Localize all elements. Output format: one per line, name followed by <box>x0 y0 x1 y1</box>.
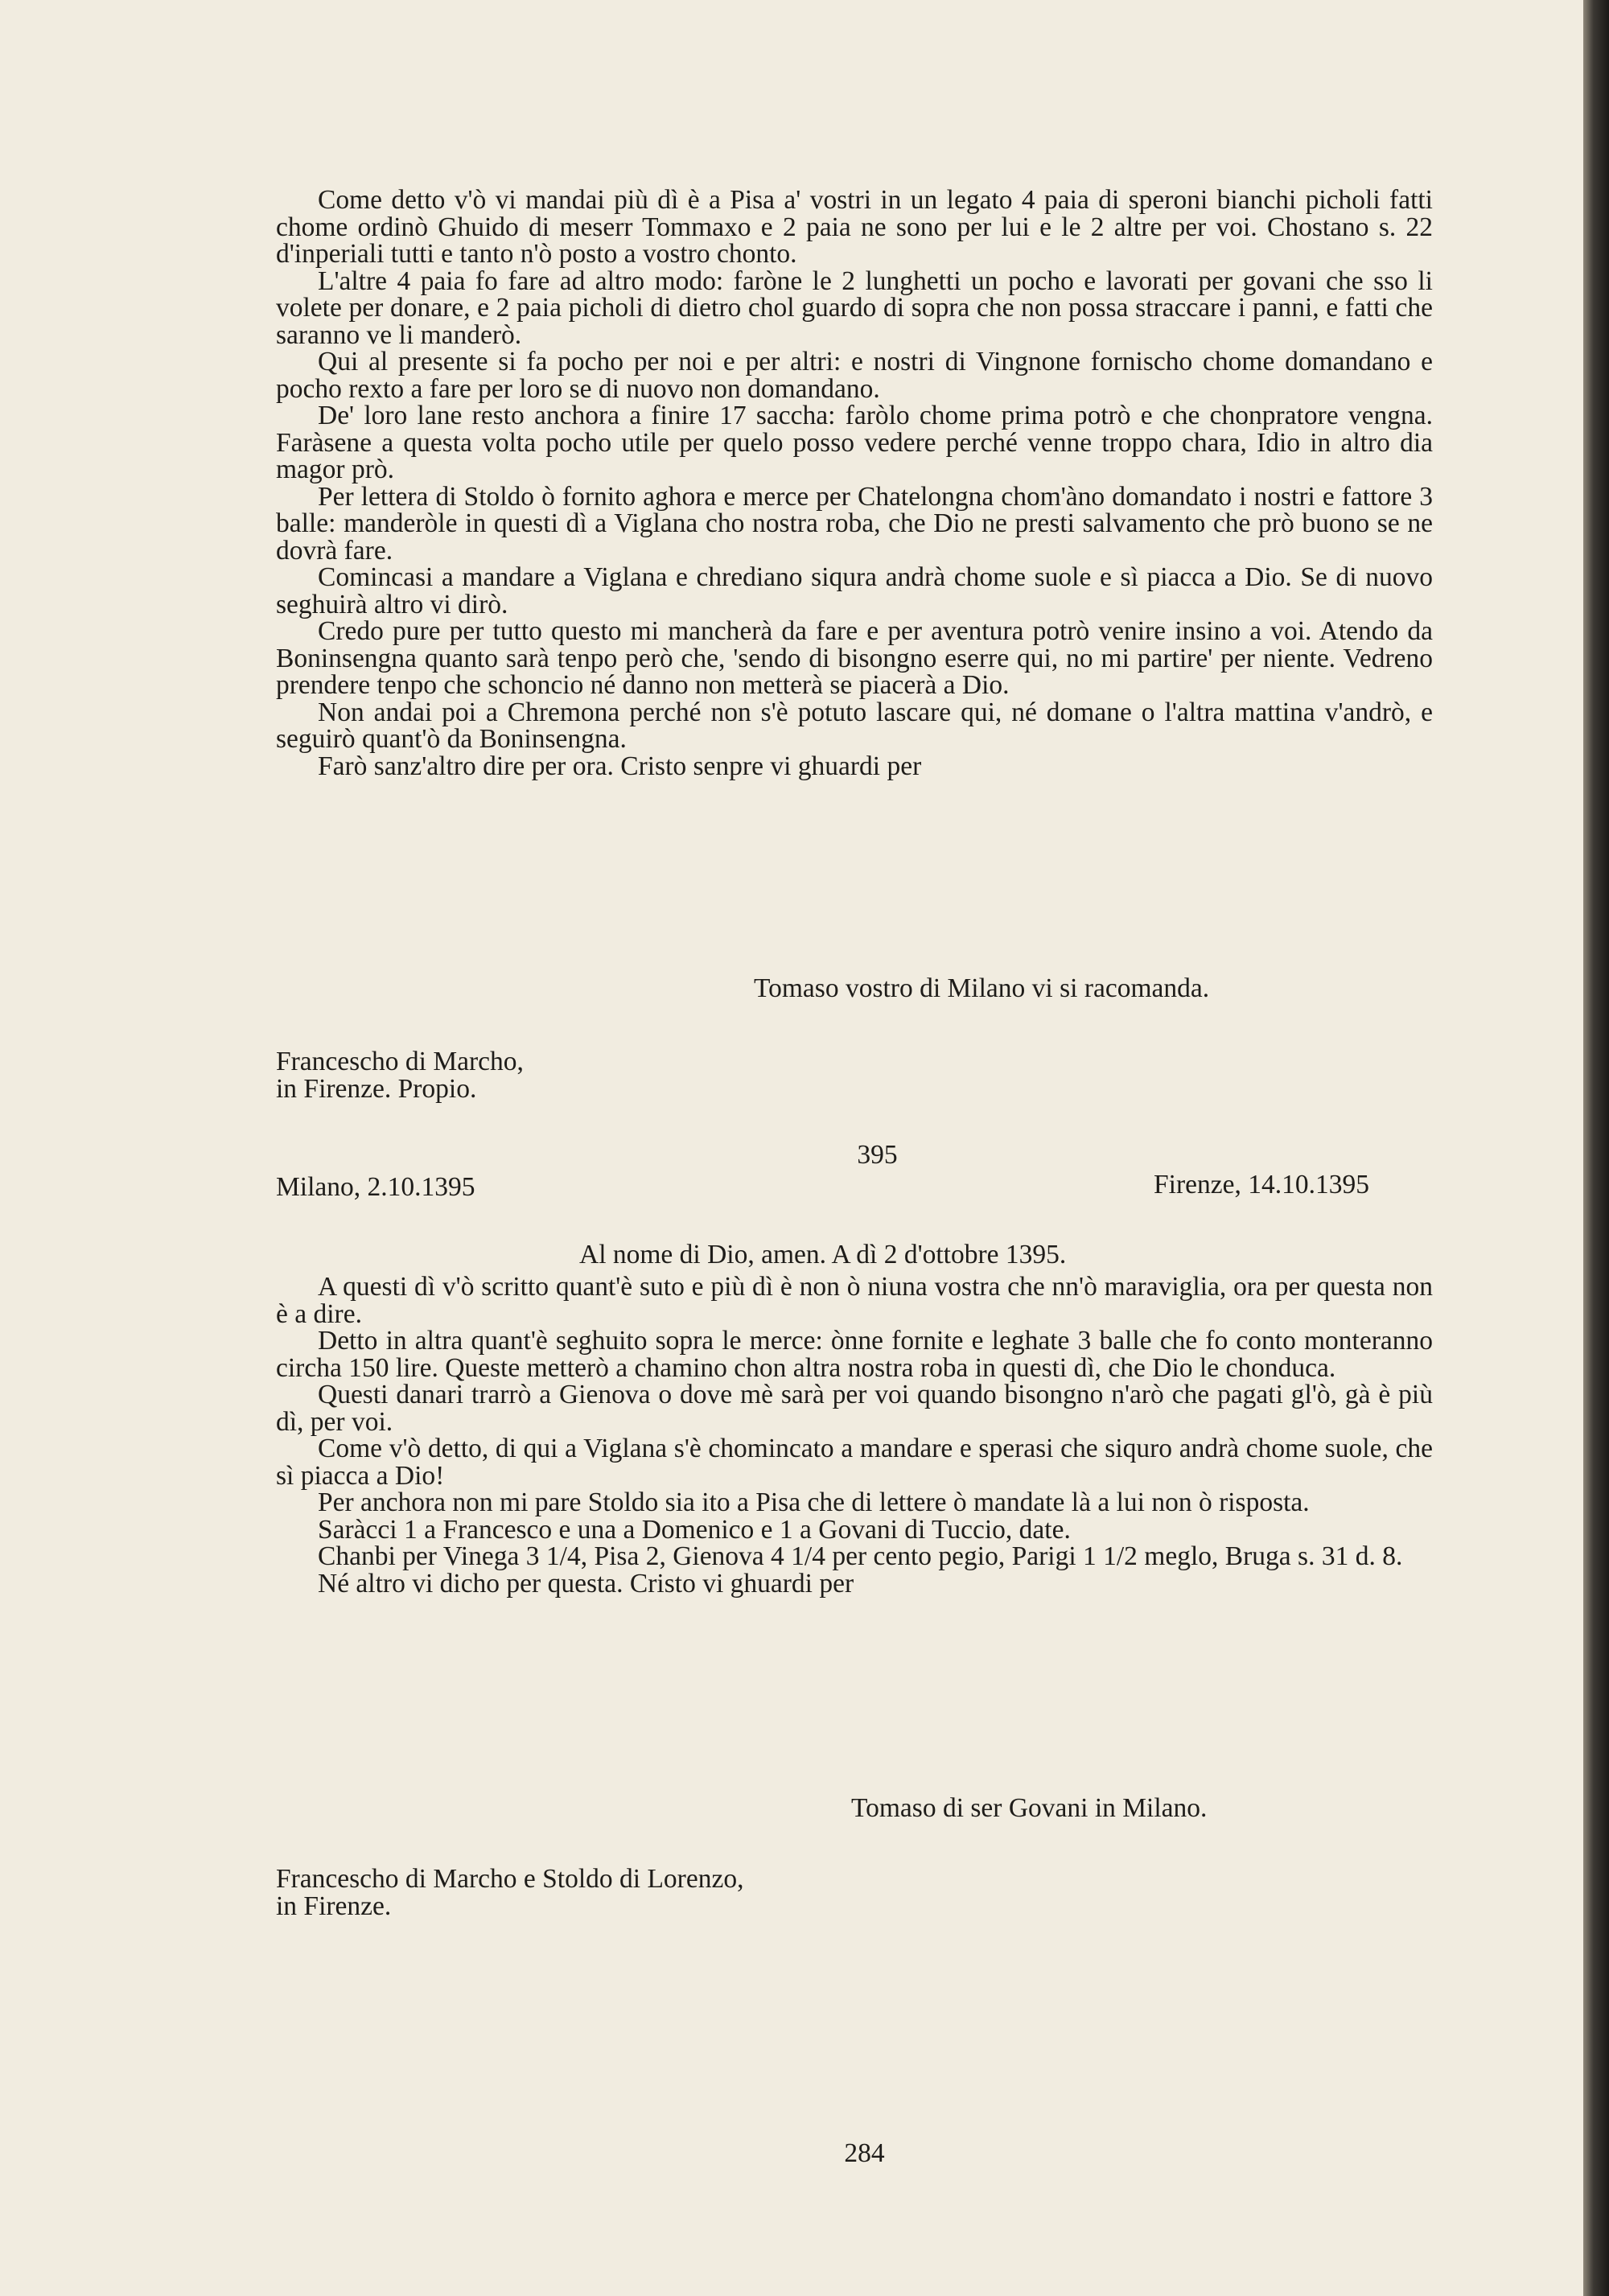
paragraph: A questi dì v'ò scritto quant'è suto e più dì è non ò niuna vostra che nn'ò maraviglia, ora per questa non è a dire. <box>276 1272 1433 1329</box>
paragraph: Chanbi per Vinega 3 1/4, Pisa 2, Gienova 4 1/4 per cento pegio, Parigi 1 1/2 meglo, Bruga s. 31 d. 8. <box>318 1541 1403 1571</box>
letter-number: 395 <box>857 1140 898 1170</box>
paragraph: Farò sanz'altro dire per ora. Cristo senpre vi ghuardi per <box>318 751 922 781</box>
letter-395-body <box>276 1273 1433 1597</box>
letter-395-address <box>276 1866 743 1920</box>
paragraph: Non andai poi a Chremona perché non s'è potuto lascare qui, né domane o l'altra mattina v'andrò, e seguirò quant'ò da Boninsengna. <box>276 697 1433 754</box>
letter-395-signature: Tomaso di ser Govani in Milano. <box>851 1793 1208 1823</box>
paragraph: Per anchora non mi pare Stoldo sia ito a Pisa che di lettere ò mandate là a lui non ò risposta. <box>318 1487 1310 1517</box>
address-line: Francescho di Marcho e Stoldo di Lorenzo, <box>276 1864 744 1894</box>
paragraph: Né altro vi dicho per questa. Cristo vi ghuardi per <box>318 1568 854 1599</box>
letter-394-body <box>276 187 1433 780</box>
date-from: Milano, 2.10.1395 <box>276 1172 475 1202</box>
paragraph: Questi danari trarrò a Gienova o dove mè sarà per voi quando bisongno n'arò che pagati gl'ò, gà è più dì, per voi. <box>276 1380 1433 1437</box>
letter-394-address <box>276 1048 524 1102</box>
paragraph: Come detto v'ò vi mandai più dì è a Pisa a' vostri in un legato 4 paia di speroni bianchi picholi fatti chome ordinò Ghuido di meserr Tommaxo e 2 paia ne sono per lui e le 2 altre per voi. Chostano s. 22 d'inperiali tutti e tanto n'ò posto a vostro chonto. <box>276 185 1433 269</box>
address-line: in Firenze. Propio. <box>276 1073 477 1104</box>
paragraph: L'altre 4 paia fo fare ad altro modo: faròne le 2 lunghetti un pocho e lavorati per govani che sso li volete per donare, e 2 paia picholi di dietro chol guardo di sopra che non possa straccare i panni, e fatti che saranno ve li manderò. <box>276 265 1433 350</box>
letter-heading: Al nome di Dio, amen. A dì 2 d'ottobre 1395. <box>579 1240 1067 1269</box>
page-number: 284 <box>844 2138 885 2168</box>
book-spine-shadow <box>1583 0 1609 2296</box>
date-to: Firenze, 14.10.1395 <box>1154 1170 1369 1199</box>
paragraph: Credo pure per tutto questo mi mancherà da fare e per aventura potrò venire insino a voi. Atendo da Boninsengna quanto sarà tenpo però che, 'sendo di bisongno eserre qui, no mi partire' per niente. Vedreno prendere tenpo che schoncio né danno non metterà se piacerà a Dio. <box>276 616 1433 700</box>
paragraph: Saràcci 1 a Francesco e una a Domenico e 1 a Govani di Tuccio, date. <box>318 1514 1071 1545</box>
address-line: Francescho di Marcho, <box>276 1047 524 1076</box>
paragraph: Detto in altra quant'è seghuito sopra le merce: ònne fornite e leghate 3 balle che fo conto monteranno circha 150 lire. Queste metterò a chamino chon altra nostra roba in questi dì, che Dio le chonduca. <box>276 1326 1433 1383</box>
paragraph: Qui al presente si fa pocho per noi e per altri: e nostri di Vingnone fornischo chome domandano e pocho rexto a fare per loro se di nuovo non domandano. <box>276 347 1433 404</box>
paragraph: Come v'ò detto, di qui a Viglana s'è chomincato a mandare e sperasi che siquro andrà chome suole, che sì piacca a Dio! <box>276 1434 1433 1491</box>
paragraph: Comincasi a mandare a Viglana e chrediano siqura andrà chome suole e sì piacca a Dio. Se di nuovo seghuirà altro vi dirò. <box>276 562 1433 619</box>
paragraph: De' loro lane resto anchora a finire 17 saccha: faròlo chome prima potrò e che chonpratore vengna. Faràsene a questa volta pocho utile per quelo posso vedere perché venne troppo chara, Idio in altro dia magor prò. <box>276 401 1433 484</box>
paragraph: Per lettera di Stoldo ò fornito aghora e merce per Chatelongna chom'àno domandato i nostri e fattore 3 balle: manderòle in questi dì a Viglana cho nostra roba, che Dio ne presti salvamento che prò buono se ne dovrà fare. <box>276 481 1433 566</box>
address-line: in Firenze. <box>276 1891 392 1921</box>
letter-394-signature: Tomaso vostro di Milano vi si racomanda. <box>754 973 1210 1003</box>
